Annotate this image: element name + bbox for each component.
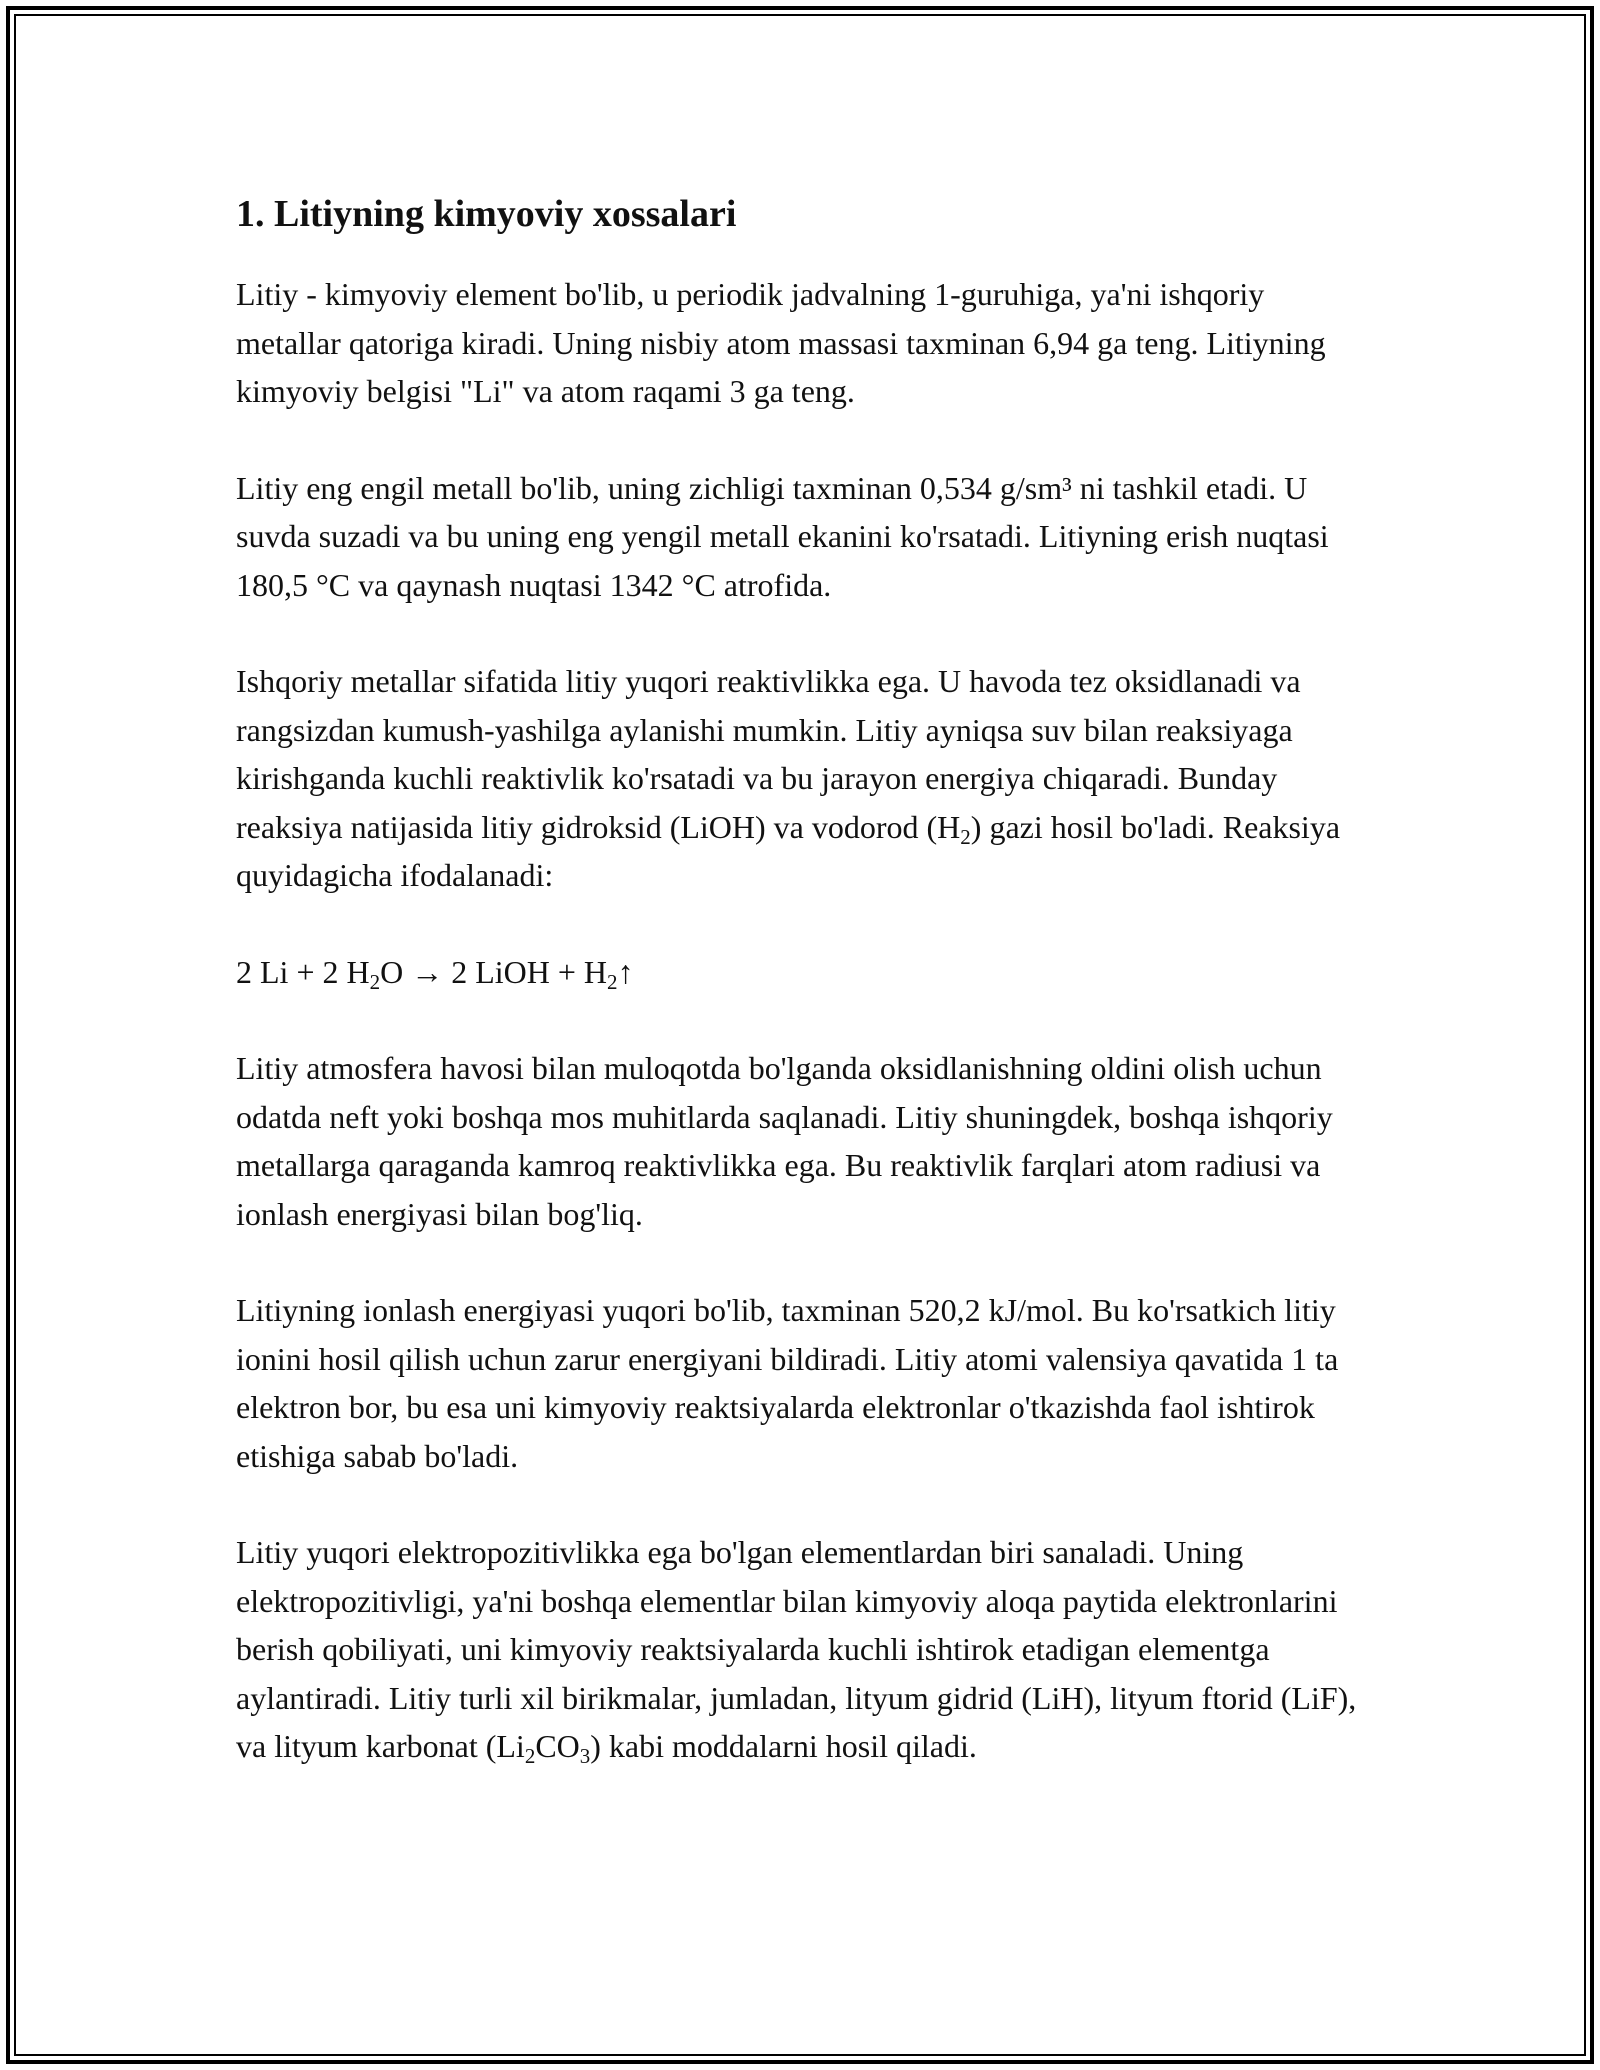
equation-text: ↑	[617, 953, 634, 990]
subscript: 3	[579, 1744, 591, 1768]
subscript: 2	[607, 969, 618, 994]
paragraph-text: ) kabi moddalarni hosil qiladi.	[590, 1728, 977, 1764]
paragraph-reactivity	[236, 657, 1366, 900]
paragraph-electropositivity	[236, 1528, 1366, 1771]
paragraph-text: Litiy yuqori elektropozitivlikka ega bo'lgan elementlardan biri sanaladi. Uning elektropozitivligi, ya'ni boshqa elementlar bilan kimyoviy aloqa paytida elektronlarini berish qobiliyati, uni kimyoviy reaktsiyalarda kuchli ishtirok etadigan elementga aylantiradi. Litiy turli xil birikmalar, jumladan, lityum gidrid (LiH), lityum ftorid (LiF), va lityum karbonat (Li	[236, 1534, 1357, 1764]
paragraph-storage: Litiy atmosfera havosi bilan muloqotda bo'lganda oksidlanishning oldini olish uchun odatda neft yoki boshqa mos muhitlarda saqlanadi. Litiy shuningdek, boshqa ishqoriy metallarga qaraganda kamroq reaktivlikka ega. Bu reaktivlik farqlari atom radiusi va ionlash energiyasi bilan bog'liq.	[236, 1050, 1333, 1232]
paragraph-physical-properties: Litiy eng engil metall bo'lib, uning zichligi taxminan 0,534 g/sm³ ni tashkil etadi. U suvda suzadi va bu uning eng yengil metall ekanini ko'rsatadi. Litiyning erish nuqtasi 180,5 °C va qaynash nuqtasi 1342 °C atrofida.	[236, 469, 1329, 603]
chemical-equation	[236, 948, 1366, 997]
document-body	[236, 186, 1366, 1819]
equation-text: O → 2 LiOH + H	[380, 953, 608, 990]
paragraph-text: Ishqoriy metallar sifatida litiy yuqori reaktivlikka ega. U havoda tez oksidlanadi va rangsizdan kumush-yashilga aylanishi mumkin. Litiy ayniqsa suv bilan reaksiyaga kirishganda kuchli reaktivlik ko'rsatadi va bu jarayon energiya chiqaradi. Bunday reaksiya natijasida litiy gidroksid (LiOH) va vodorod (H	[236, 663, 1301, 845]
subscript: 2	[960, 824, 971, 849]
paragraph-intro: Litiy - kimyoviy element bo'lib, u periodik jadvalning 1-guruhiga, ya'ni ishqoriy metallar qatoriga kiradi. Uning nisbiy atom massasi taxminan 6,94 ga teng. Litiyning kimyoviy belgisi "Li" va atom raqami 3 ga teng.	[236, 276, 1326, 409]
equation-text: 2 Li + 2 H	[236, 953, 370, 990]
paragraph-text: CO	[535, 1728, 580, 1764]
paragraph-ionization: Litiyning ionlash energiyasi yuqori bo'lib, taxminan 520,2 kJ/mol. Bu ko'rsatkich litiy ionini hosil qilish uchun zarur energiyani bildiradi. Litiy atomi valensiya qavatida 1 ta elektron bor, bu esa uni kimyoviy reaktsiyalarda elektronlar o'tkazishda faol ishtirok etishiga sabab bo'ladi.	[236, 1292, 1339, 1474]
section-heading: 1. Litiyning kimyoviy xossalari	[236, 193, 737, 235]
subscript: 2	[524, 1744, 536, 1768]
paragraph-text: ) gazi hosil bo'ladi. Reaksiya quyidagicha ifodalanadi:	[236, 808, 1341, 893]
subscript: 2	[369, 969, 381, 994]
